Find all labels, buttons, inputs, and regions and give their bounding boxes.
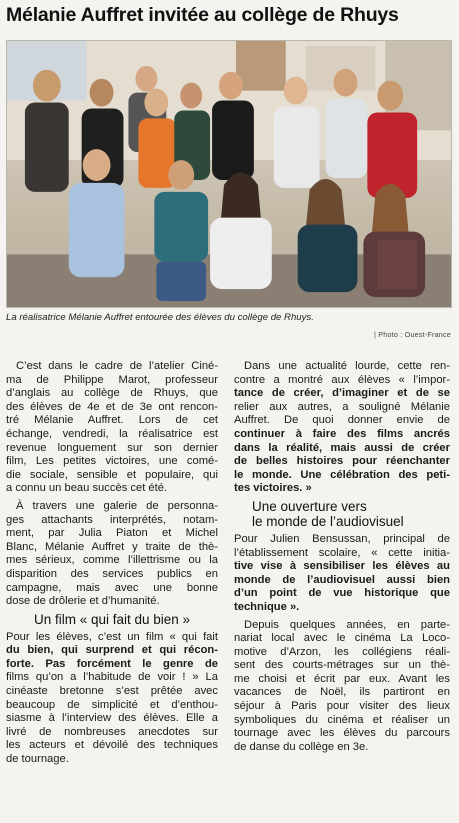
left-column (6, 360, 218, 767)
text-line: Depuis quelques années, en parte- (244, 618, 450, 631)
paragraph (234, 619, 450, 755)
text-line: technique ». (234, 600, 300, 613)
photo-credit: | Photo : Ouest-France (374, 330, 451, 339)
text-line: contre a montré aux élèves « l’impor- (234, 373, 450, 386)
text-line: de belles histoires pour réenchanter (234, 455, 450, 468)
text-line: l’établissement scolaire, « cette initia- (234, 546, 450, 559)
text-line: de danse du collège en 3e. (234, 740, 369, 753)
right-column (234, 360, 450, 754)
text-line: die sociale, sensible et populaire, qui (6, 468, 218, 481)
text-line: dans la réalité, mais aussi de créer (234, 441, 450, 454)
text-line: du bien, qui surprend et qui récon- (6, 644, 218, 657)
text-line: tive vise à sensibiliser les élèves au (234, 560, 450, 573)
text-line: mes sérieux, comme l’illettrisme ou la (6, 554, 218, 567)
text-line: ges attachants interprétés, notam- (6, 513, 218, 526)
text-line: de tournage. (6, 753, 69, 766)
subheading: Un film « qui fait du bien » (33, 611, 191, 627)
paragraph (234, 533, 450, 615)
text-line: d’un point de vue historique que (234, 587, 450, 600)
text-line: disparition des services publics en (6, 567, 218, 580)
text-line: séjour à Paris pour visiter des lieux (234, 700, 450, 713)
text-line: sent des courts-métrages sur un thè- (234, 659, 450, 672)
subheading: le monde de l’audiovisuel (252, 513, 404, 529)
text-line: À travers une galerie de personna- (16, 499, 218, 512)
text-line: beaucoup de simplicité et d’enthou- (6, 698, 218, 711)
text-line: nariat local avec le cinéma La Loco- (234, 632, 450, 645)
text-line: siasme à l’interview des élèves. Elle a (6, 712, 218, 725)
article-headline: Mélanie Auffret invitée au collège de Rhuys (6, 4, 399, 26)
text-line: Dans une actualité lourde, cette ren- (244, 360, 450, 372)
text-line: tance de créer, d’imaginer et de se (234, 387, 450, 400)
text-line: des élèves de 4e et de 3e ont rencon- (6, 400, 218, 413)
text-line: a connu un beau succès cet été. (6, 482, 168, 495)
text-line: les acteurs et dévoilé des techniques (6, 739, 218, 752)
text-line: le monde. Une célébration des peti- (234, 468, 450, 481)
text-line: me choisi et écrit par eux. Avant les (234, 672, 450, 685)
text-line: d’anglais au collège de Rhuys, que (6, 387, 218, 400)
text-line: relier aux autres, a souligné Mélanie (234, 400, 450, 413)
article-photo (6, 40, 452, 308)
text-line: revenue longuement sur son dernier (6, 441, 218, 454)
text-line: Auffret. De quoi donner envie de (234, 414, 450, 427)
paragraph (6, 631, 218, 767)
text-line: Pour les élèves, c’est un film « qui fait (6, 630, 218, 643)
paragraph (6, 500, 218, 609)
text-line: échange, vendredi, la réalisatrice est (6, 427, 218, 440)
text-line: dose de drôlerie et d’humanité. (6, 595, 160, 608)
text-line: ma de Philippe Marot, professeur (6, 373, 218, 386)
text-line: tes victoires. » (234, 482, 312, 495)
text-line: tré Mélanie Auffret. Lors de cet (6, 414, 218, 427)
text-line: cinéaste bretonne s’est prêtée avec (6, 685, 218, 698)
text-line: Blanc, Mélanie Auffret y traite de thè- (6, 540, 218, 553)
text-line: C’est dans le cadre de l’atelier Ciné- (16, 360, 218, 372)
group-photo-illustration (7, 41, 451, 307)
text-line: monde de l’audiovisuel aussi bien (234, 573, 450, 586)
photo-caption: La réalisatrice Mélanie Auffret entourée des élèves du collège de Rhuys. (6, 312, 314, 323)
text-line: Pour Julien Bensussan, principal de (234, 532, 450, 545)
text-line: tournage avec les élèves du parcours (234, 727, 450, 740)
text-line: livré de nombreuses anecdotes sur (6, 725, 218, 738)
text-line: film, Les petites victoires, une comé- (6, 455, 218, 468)
text-line: forte. Pas forcément le genre de (6, 657, 218, 670)
text-line: films qu’on a l’habitude de voir ! » La (6, 671, 218, 684)
text-line: vacances de Noël, ils partiront en (234, 686, 450, 699)
text-line: symboliques du cinéma et réaliser un (234, 713, 450, 726)
paragraph (234, 360, 450, 496)
subheading: Une ouverture vers (252, 498, 367, 514)
text-line: continuer à faire des films ancrés (234, 427, 450, 440)
text-line: campagne, mais avec une bonne (6, 581, 218, 594)
text-line: motive d’Arzon, les collégiens réali- (234, 645, 450, 658)
text-line: ment, par Julia Piaton et Michel (6, 527, 218, 540)
paragraph (6, 360, 218, 496)
